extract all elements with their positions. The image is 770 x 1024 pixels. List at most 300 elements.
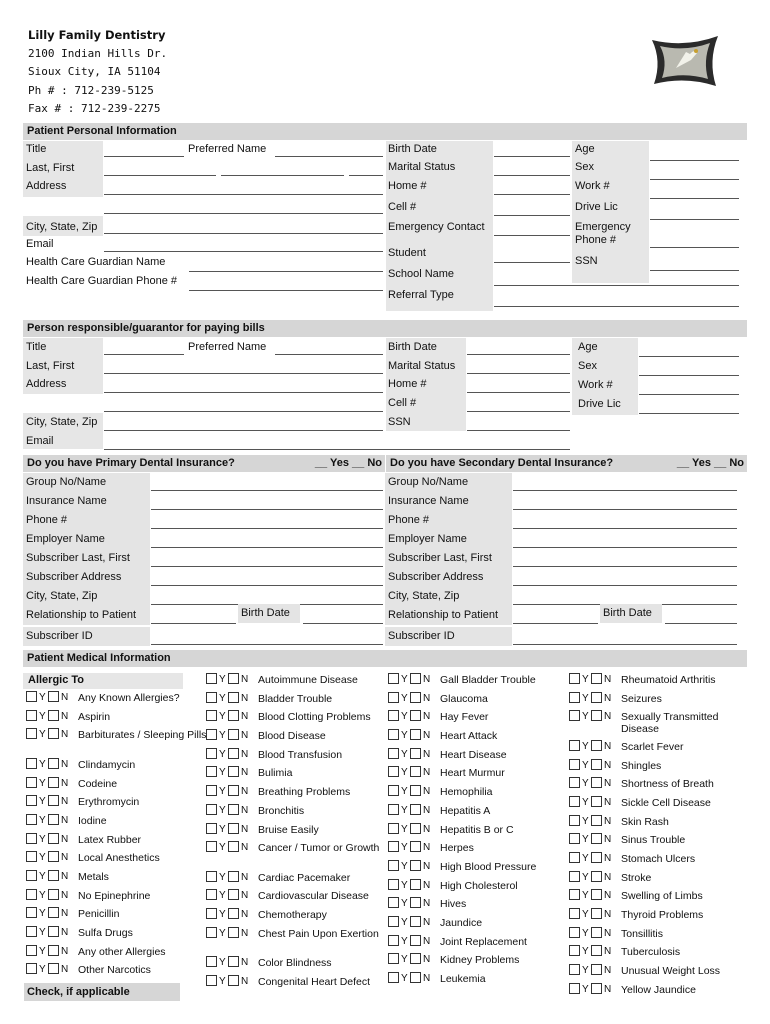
- no-label: N: [423, 935, 431, 947]
- no-checkbox[interactable]: [410, 953, 421, 964]
- condition-item: [388, 672, 568, 691]
- yes-label: Y: [39, 908, 46, 920]
- yes-checkbox[interactable]: [569, 796, 580, 807]
- yes-checkbox[interactable]: [26, 907, 37, 918]
- secondary-field-label: Subscriber Address: [388, 571, 484, 583]
- condition-item: [26, 944, 204, 963]
- yes-checkbox[interactable]: [206, 710, 217, 721]
- condition-item: [569, 709, 749, 739]
- no-checkbox[interactable]: [228, 766, 239, 777]
- patient-home-label: Home #: [388, 180, 427, 192]
- secondary-birth-field[interactable]: [665, 623, 737, 624]
- no-label: N: [604, 983, 612, 995]
- no-checkbox[interactable]: [410, 823, 421, 834]
- secondary-input-field[interactable]: [513, 547, 737, 548]
- no-checkbox[interactable]: [591, 796, 602, 807]
- no-label: N: [423, 823, 431, 835]
- yes-checkbox[interactable]: [569, 740, 580, 751]
- yes-label: Y: [582, 759, 589, 771]
- condition-label: Local Anesthetics: [78, 852, 160, 865]
- yes-checkbox[interactable]: [388, 729, 399, 740]
- patient-city-field[interactable]: [104, 233, 383, 234]
- condition-item: [26, 813, 204, 832]
- condition-label: Barbiturates / Sleeping Pills: [78, 729, 207, 742]
- yes-checkbox[interactable]: [388, 879, 399, 890]
- yes-label: Y: [39, 852, 46, 864]
- secondary-yes-no[interactable]: __ Yes __ No: [676, 457, 744, 469]
- yes-checkbox[interactable]: [26, 945, 37, 956]
- no-checkbox[interactable]: [48, 710, 59, 721]
- no-checkbox[interactable]: [591, 889, 602, 900]
- secondary-input-field[interactable]: [513, 490, 737, 491]
- yes-checkbox[interactable]: [388, 972, 399, 983]
- no-label: N: [604, 796, 612, 808]
- yes-checkbox[interactable]: [569, 871, 580, 882]
- yes-checkbox[interactable]: [206, 871, 217, 882]
- no-label: N: [61, 710, 69, 722]
- primary-field-label: Employer Name: [26, 533, 105, 545]
- no-checkbox[interactable]: [48, 907, 59, 918]
- no-checkbox[interactable]: [591, 673, 602, 684]
- yes-checkbox[interactable]: [206, 804, 217, 815]
- no-checkbox[interactable]: [228, 710, 239, 721]
- primary-relationship-field[interactable]: [151, 623, 236, 624]
- condition-item: [388, 915, 568, 934]
- no-checkbox[interactable]: [48, 889, 59, 900]
- yes-checkbox[interactable]: [206, 729, 217, 740]
- primary-field-label: Group No/Name: [26, 476, 107, 488]
- yes-checkbox[interactable]: [569, 927, 580, 938]
- yes-label: Y: [219, 975, 226, 987]
- no-checkbox[interactable]: [228, 823, 239, 834]
- primary-insurance-header: [23, 455, 385, 472]
- secondary-field-label: Insurance Name: [388, 495, 469, 507]
- patient-last-field[interactable]: [104, 175, 216, 176]
- primary-input-field[interactable]: [151, 566, 383, 567]
- condition-label: Autoimmune Disease: [258, 674, 358, 686]
- patient-title-field[interactable]: [104, 156, 184, 157]
- patient-mi-field[interactable]: [349, 175, 383, 176]
- yes-checkbox[interactable]: [206, 785, 217, 796]
- patient-birth-label: Birth Date: [388, 143, 437, 155]
- guarantor-age-label: Age: [578, 341, 598, 353]
- patient-drive-field[interactable]: [650, 219, 739, 220]
- guarantor-sex-label: Sex: [578, 360, 597, 372]
- patient-first-field[interactable]: [221, 175, 344, 176]
- yes-label: Y: [219, 730, 226, 742]
- guarantor-work-field[interactable]: [639, 394, 739, 395]
- no-checkbox[interactable]: [591, 740, 602, 751]
- no-checkbox[interactable]: [410, 692, 421, 703]
- no-checkbox[interactable]: [410, 673, 421, 684]
- no-checkbox[interactable]: [410, 785, 421, 796]
- yes-checkbox[interactable]: [26, 851, 37, 862]
- yes-checkbox[interactable]: [206, 927, 217, 938]
- yes-label: Y: [582, 946, 589, 958]
- yes-checkbox[interactable]: [206, 975, 217, 986]
- no-checkbox[interactable]: [48, 963, 59, 974]
- yes-checkbox[interactable]: [388, 860, 399, 871]
- practice-name: Lilly Family Dentistry: [28, 28, 166, 42]
- guarantor-email-field[interactable]: [104, 449, 570, 450]
- yes-checkbox[interactable]: [569, 852, 580, 863]
- condition-label: Jaundice: [440, 916, 483, 929]
- secondary-input-field[interactable]: [513, 566, 737, 567]
- patient-emergency-label: Emergency Contact: [388, 221, 485, 233]
- patient-email-label: Email: [26, 238, 54, 250]
- no-checkbox[interactable]: [48, 870, 59, 881]
- condition-item: [206, 870, 386, 889]
- condition-item: [26, 925, 204, 944]
- yes-checkbox[interactable]: [569, 889, 580, 900]
- no-checkbox[interactable]: [591, 833, 602, 844]
- yes-checkbox[interactable]: [26, 814, 37, 825]
- yes-checkbox[interactable]: [388, 748, 399, 759]
- condition-item: [206, 840, 386, 870]
- secondary-field-label: Phone #: [388, 514, 429, 526]
- guarantor-ssn-field[interactable]: [467, 430, 570, 431]
- no-checkbox[interactable]: [228, 908, 239, 919]
- guarantor-drive-field[interactable]: [639, 413, 739, 414]
- primary-input-field[interactable]: [151, 509, 383, 510]
- guardian-name-label: Health Care Guardian Name: [26, 256, 166, 268]
- primary-yes-no[interactable]: __ Yes __ No: [314, 457, 382, 469]
- no-checkbox[interactable]: [228, 841, 239, 852]
- guarantor-sex-field[interactable]: [639, 375, 739, 376]
- patient-address-field[interactable]: [104, 194, 383, 195]
- yes-checkbox[interactable]: [569, 692, 580, 703]
- patient-emergency-field[interactable]: [494, 235, 570, 236]
- condition-item: [206, 888, 386, 907]
- no-label: N: [61, 814, 69, 826]
- no-checkbox[interactable]: [591, 852, 602, 863]
- no-checkbox[interactable]: [410, 766, 421, 777]
- yes-checkbox[interactable]: [569, 964, 580, 975]
- primary-birth-label: Birth Date: [241, 607, 290, 619]
- no-checkbox[interactable]: [48, 758, 59, 769]
- no-checkbox[interactable]: [228, 975, 239, 986]
- no-label: N: [423, 954, 431, 966]
- yes-checkbox[interactable]: [26, 710, 37, 721]
- no-checkbox[interactable]: [410, 860, 421, 871]
- no-checkbox[interactable]: [410, 897, 421, 908]
- yes-checkbox[interactable]: [569, 833, 580, 844]
- yes-checkbox[interactable]: [26, 795, 37, 806]
- patient-birth-field[interactable]: [494, 156, 570, 157]
- condition-label: Clindamycin: [78, 758, 136, 771]
- patient-home-field[interactable]: [494, 194, 570, 195]
- yes-checkbox[interactable]: [206, 748, 217, 759]
- yes-label: Y: [219, 890, 226, 902]
- yes-checkbox[interactable]: [388, 673, 399, 684]
- no-checkbox[interactable]: [48, 945, 59, 956]
- yes-checkbox[interactable]: [388, 692, 399, 703]
- no-checkbox[interactable]: [591, 964, 602, 975]
- yes-label: Y: [39, 729, 46, 741]
- primary-birth-field[interactable]: [303, 623, 383, 624]
- condition-item: [569, 776, 749, 795]
- no-label: N: [423, 730, 431, 742]
- condition-label: Cardiovascular Disease: [258, 890, 369, 903]
- primary-input-field[interactable]: [151, 528, 383, 529]
- no-checkbox[interactable]: [228, 692, 239, 703]
- no-checkbox[interactable]: [591, 710, 602, 721]
- patient-preferred-field[interactable]: [275, 156, 383, 157]
- guarantor-preferred-field[interactable]: [275, 354, 383, 355]
- yes-checkbox[interactable]: [388, 841, 399, 852]
- no-checkbox[interactable]: [48, 728, 59, 739]
- no-checkbox[interactable]: [228, 871, 239, 882]
- no-checkbox[interactable]: [48, 795, 59, 806]
- condition-item: [388, 896, 568, 915]
- condition-item: [26, 832, 204, 851]
- guarantor-city-field[interactable]: [104, 430, 383, 431]
- yes-checkbox[interactable]: [206, 823, 217, 834]
- yes-checkbox[interactable]: [388, 823, 399, 834]
- condition-label: Bruise Easily: [258, 823, 319, 836]
- yes-checkbox[interactable]: [206, 766, 217, 777]
- primary-input-field[interactable]: [151, 644, 383, 645]
- no-label: N: [61, 796, 69, 808]
- no-checkbox[interactable]: [228, 956, 239, 967]
- yes-checkbox[interactable]: [26, 691, 37, 702]
- condition-item: [26, 850, 204, 869]
- no-checkbox[interactable]: [410, 804, 421, 815]
- yes-checkbox[interactable]: [388, 804, 399, 815]
- guarantor-name-field[interactable]: [104, 373, 383, 374]
- guardian-phone-field[interactable]: [189, 290, 383, 291]
- no-checkbox[interactable]: [591, 871, 602, 882]
- no-checkbox[interactable]: [228, 785, 239, 796]
- yes-checkbox[interactable]: [206, 889, 217, 900]
- primary-input-field[interactable]: [151, 585, 383, 586]
- condition-item: [26, 794, 204, 813]
- yes-checkbox[interactable]: [569, 815, 580, 826]
- no-label: N: [604, 927, 612, 939]
- secondary-relationship-field[interactable]: [513, 623, 598, 624]
- patient-work-field[interactable]: [650, 198, 739, 199]
- no-checkbox[interactable]: [410, 748, 421, 759]
- secondary-input-field[interactable]: [513, 644, 737, 645]
- yes-label: Y: [401, 935, 408, 947]
- yes-label: Y: [401, 842, 408, 854]
- yes-label: Y: [219, 804, 226, 816]
- patient-address2-field[interactable]: [104, 213, 383, 214]
- condition-label: Unusual Weight Loss: [621, 965, 721, 978]
- yes-checkbox[interactable]: [26, 889, 37, 900]
- secondary-input-field[interactable]: [513, 528, 737, 529]
- yes-checkbox[interactable]: [26, 870, 37, 881]
- no-checkbox[interactable]: [410, 841, 421, 852]
- yes-checkbox[interactable]: [569, 759, 580, 770]
- no-checkbox[interactable]: [228, 889, 239, 900]
- primary-field-label: Subscriber Address: [26, 571, 122, 583]
- yes-checkbox[interactable]: [206, 908, 217, 919]
- no-checkbox[interactable]: [48, 814, 59, 825]
- guarantor-title-field[interactable]: [104, 354, 184, 355]
- yes-checkbox[interactable]: [388, 916, 399, 927]
- fax-number: Fax # : 712-239-2275: [28, 102, 161, 115]
- condition-item: [206, 747, 386, 766]
- patient-cell-field[interactable]: [494, 215, 570, 216]
- yes-checkbox[interactable]: [569, 945, 580, 956]
- secondary-field-label: Subscriber ID: [388, 630, 455, 642]
- guarantor-address2-field[interactable]: [104, 411, 383, 412]
- condition-item: [206, 728, 386, 747]
- no-checkbox[interactable]: [591, 927, 602, 938]
- no-checkbox[interactable]: [228, 729, 239, 740]
- yes-checkbox[interactable]: [388, 953, 399, 964]
- no-label: N: [604, 946, 612, 958]
- patient-referral-field[interactable]: [494, 306, 739, 307]
- no-checkbox[interactable]: [591, 692, 602, 703]
- no-checkbox[interactable]: [410, 916, 421, 927]
- no-checkbox[interactable]: [48, 691, 59, 702]
- no-label: N: [241, 692, 249, 704]
- no-checkbox[interactable]: [410, 972, 421, 983]
- condition-label: Sinus Trouble: [621, 834, 686, 847]
- no-checkbox[interactable]: [410, 729, 421, 740]
- no-label: N: [241, 748, 249, 760]
- patient-sex-field[interactable]: [650, 179, 739, 180]
- yes-checkbox[interactable]: [388, 710, 399, 721]
- patient-school-label: School Name: [388, 268, 455, 280]
- no-checkbox[interactable]: [591, 908, 602, 919]
- condition-label: Shortness of Breath: [621, 778, 714, 791]
- no-checkbox[interactable]: [48, 926, 59, 937]
- no-checkbox[interactable]: [591, 759, 602, 770]
- primary-field-label: Phone #: [26, 514, 67, 526]
- patient-school-field[interactable]: [494, 285, 739, 286]
- guarantor-home-field[interactable]: [467, 392, 570, 393]
- guarantor-cell-field[interactable]: [467, 411, 570, 412]
- no-label: N: [61, 729, 69, 741]
- primary-input-field[interactable]: [151, 547, 383, 548]
- primary-input-field[interactable]: [151, 490, 383, 491]
- secondary-input-field[interactable]: [513, 585, 737, 586]
- yes-checkbox[interactable]: [388, 935, 399, 946]
- condition-label: Breathing Problems: [258, 786, 351, 799]
- guarantor-address-field[interactable]: [104, 392, 383, 393]
- no-label: N: [241, 957, 249, 969]
- no-checkbox[interactable]: [591, 945, 602, 956]
- guarantor-age-field[interactable]: [639, 356, 739, 357]
- no-label: N: [241, 823, 249, 835]
- patient-email-field[interactable]: [104, 251, 383, 252]
- yes-checkbox[interactable]: [206, 673, 217, 684]
- yes-checkbox[interactable]: [26, 963, 37, 974]
- secondary-field-label: Employer Name: [388, 533, 467, 545]
- no-checkbox[interactable]: [48, 777, 59, 788]
- patient-marital-field[interactable]: [494, 175, 570, 176]
- yes-checkbox[interactable]: [26, 728, 37, 739]
- no-label: N: [604, 692, 612, 704]
- condition-item: [388, 859, 568, 878]
- condition-item: [26, 690, 204, 709]
- condition-item: [206, 803, 386, 822]
- condition-label: Heart Attack: [440, 730, 498, 743]
- secondary-input-field[interactable]: [513, 509, 737, 510]
- yes-label: Y: [219, 674, 226, 685]
- yes-checkbox[interactable]: [26, 777, 37, 788]
- yes-checkbox[interactable]: [26, 926, 37, 937]
- yes-checkbox[interactable]: [388, 897, 399, 908]
- condition-label: Any other Allergies: [78, 945, 166, 958]
- no-label: N: [241, 786, 249, 798]
- condition-label: Blood Transfusion: [258, 748, 343, 761]
- no-checkbox[interactable]: [228, 673, 239, 684]
- patient-student-field[interactable]: [494, 262, 570, 263]
- condition-item: [206, 691, 386, 710]
- patient-student-label: Student: [388, 247, 426, 259]
- condition-item: [26, 906, 204, 925]
- no-checkbox[interactable]: [410, 879, 421, 890]
- guarantor-header: Person responsible/guarantor for paying bills: [23, 320, 747, 337]
- patient-referral-label: Referral Type: [388, 289, 454, 301]
- yes-checkbox[interactable]: [206, 692, 217, 703]
- guardian-name-field[interactable]: [189, 271, 383, 272]
- yes-checkbox[interactable]: [206, 841, 217, 852]
- no-label: N: [423, 842, 431, 854]
- yes-checkbox[interactable]: [569, 983, 580, 994]
- no-label: N: [423, 786, 431, 798]
- condition-label: High Blood Pressure: [440, 860, 537, 873]
- yes-checkbox[interactable]: [26, 758, 37, 769]
- guarantor-birth-field[interactable]: [467, 354, 570, 355]
- yes-checkbox[interactable]: [569, 777, 580, 788]
- yes-checkbox[interactable]: [569, 673, 580, 684]
- yes-label: Y: [401, 954, 408, 966]
- no-label: N: [604, 965, 612, 977]
- patient-age-field[interactable]: [650, 160, 739, 161]
- no-checkbox[interactable]: [228, 748, 239, 759]
- guarantor-marital-field[interactable]: [467, 373, 570, 374]
- no-checkbox[interactable]: [228, 927, 239, 938]
- no-label: N: [241, 871, 249, 883]
- condition-item: [206, 784, 386, 803]
- condition-item: [388, 971, 568, 990]
- no-label: N: [423, 898, 431, 910]
- yes-checkbox[interactable]: [388, 766, 399, 777]
- no-checkbox[interactable]: [48, 851, 59, 862]
- yes-checkbox[interactable]: [388, 785, 399, 796]
- yes-checkbox[interactable]: [26, 833, 37, 844]
- patient-ssn-field[interactable]: [650, 270, 739, 271]
- yes-checkbox[interactable]: [569, 908, 580, 919]
- no-label: N: [604, 815, 612, 827]
- no-checkbox[interactable]: [591, 983, 602, 994]
- condition-item: [569, 982, 749, 1001]
- yes-label: Y: [219, 927, 226, 939]
- no-checkbox[interactable]: [591, 777, 602, 788]
- no-label: N: [423, 879, 431, 891]
- patient-emergency-phone-field[interactable]: [650, 247, 739, 248]
- no-checkbox[interactable]: [410, 710, 421, 721]
- yes-checkbox[interactable]: [569, 710, 580, 721]
- condition-item: [569, 851, 749, 870]
- patient-emergency-phone-label: Emergency Phone #: [575, 221, 631, 246]
- secondary-field-label: Relationship to Patient: [388, 609, 499, 621]
- no-checkbox[interactable]: [591, 815, 602, 826]
- yes-label: Y: [401, 879, 408, 891]
- medical-info-header: Patient Medical Information: [23, 650, 747, 667]
- yes-label: Y: [39, 964, 46, 976]
- no-checkbox[interactable]: [228, 804, 239, 815]
- no-checkbox[interactable]: [48, 833, 59, 844]
- no-checkbox[interactable]: [410, 935, 421, 946]
- yes-checkbox[interactable]: [206, 956, 217, 967]
- condition-label: Scarlet Fever: [621, 740, 684, 753]
